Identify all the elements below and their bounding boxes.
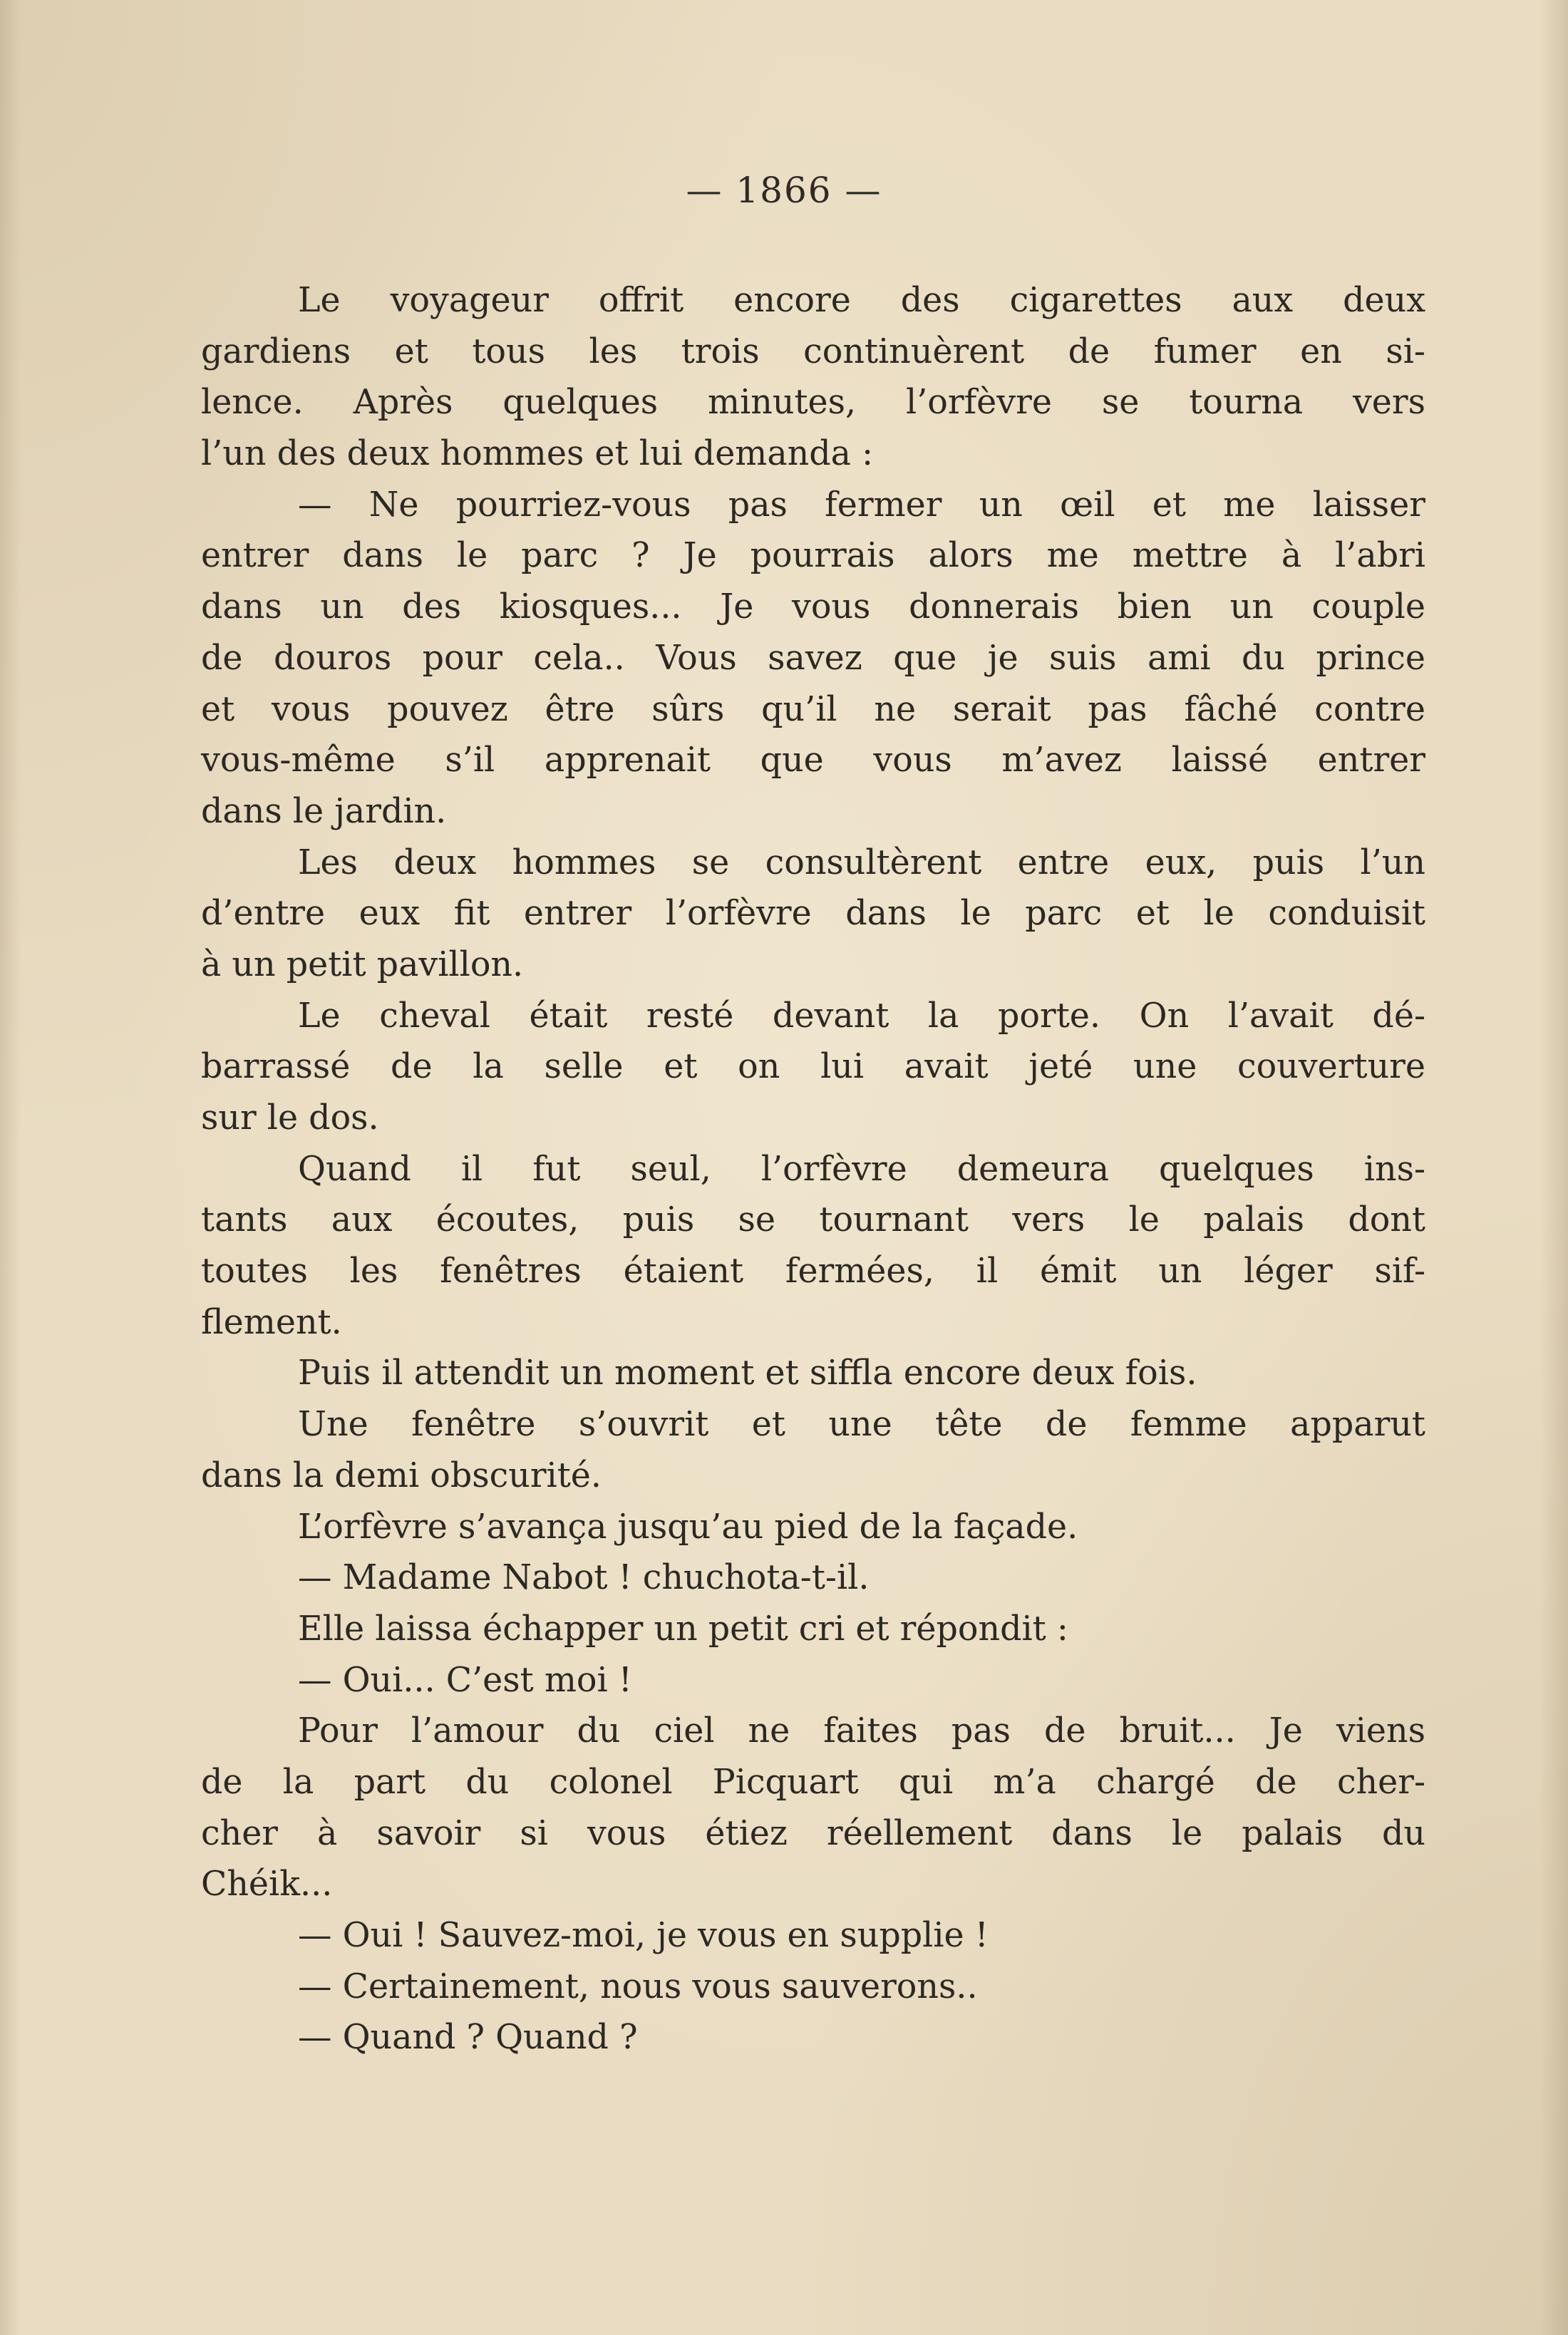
text-line: et vous pouvez être sûrs qu’il ne serait pas fâché contre: [201, 689, 1425, 729]
text-line: de douros pour cela.. Vous savez que je suis ami du prince: [201, 638, 1425, 678]
text-line: — Ne pourriez-vous pas fermer un œil et me laisser: [298, 485, 1425, 525]
text-line: gardiens et tous les trois continuèrent de fumer en si-: [201, 331, 1425, 371]
page-edge-shadow-right: [1539, 0, 1568, 2335]
text-line: entrer dans le parc ? Je pourrais alors me mettre à l’abri: [201, 536, 1425, 576]
text-line: — Quand ? Quand ?: [298, 2018, 638, 2058]
text-line: de la part du colonel Picquart qui m’a chargé de cher-: [201, 1762, 1425, 1802]
body-text: [201, 275, 1425, 2063]
text-line: L’orfèvre s’avança jusqu’au pied de la façade.: [298, 1507, 1078, 1547]
text-line: l’un des deux hommes et lui demanda :: [201, 434, 874, 474]
page-number: — 1866 —: [686, 170, 882, 211]
text-line: Une fenêtre s’ouvrit et une tête de femme apparut: [298, 1405, 1425, 1445]
text-line: à un petit pavillon.: [201, 944, 524, 984]
text-line: flement.: [201, 1302, 342, 1342]
text-line: — Oui... C’est moi !: [298, 1660, 632, 1700]
text-line: vous-même s’il apprenait que vous m’avez laissé entrer: [201, 741, 1425, 780]
text-line: Le cheval était resté devant la porte. On l’avait dé-: [298, 996, 1425, 1036]
text-line: Elle laissa échapper un petit cri et répondit :: [298, 1609, 1068, 1649]
text-line: dans la demi obscurité.: [201, 1455, 602, 1495]
page-edge-shadow-left: [0, 0, 21, 2335]
text-line: cher à savoir si vous étiez réellement dans le palais du: [201, 1813, 1425, 1853]
text-line: Chéik...: [201, 1865, 333, 1904]
text-line: d’entre eux fit entrer l’orfèvre dans le parc et le conduisit: [201, 894, 1425, 934]
text-line: — Oui ! Sauvez-moi, je vous en supplie !: [298, 1916, 989, 1955]
text-line: — Madame Nabot ! chuchota-t-il.: [298, 1558, 870, 1598]
text-line: barrassé de la selle et on lui avait jeté une couverture: [201, 1047, 1425, 1087]
text-line: Puis il attendit un moment et siffla encore deux fois.: [298, 1354, 1197, 1393]
text-line: Quand il fut seul, l’orfèvre demeura quelques ins-: [298, 1149, 1425, 1189]
text-line: Les deux hommes se consultèrent entre eux, puis l’un: [298, 842, 1425, 882]
text-line: — Certainement, nous vous sauverons..: [298, 1967, 978, 2006]
text-line: tants aux écoutes, puis se tournant vers le palais dont: [201, 1200, 1425, 1240]
text-line: toutes les fenêtres étaient fermées, il émit un léger sif-: [201, 1252, 1425, 1292]
text-line: dans le jardin.: [201, 791, 447, 831]
text-line: lence. Après quelques minutes, l’orfèvre se tourna vers: [201, 383, 1425, 423]
text-line: dans un des kiosques... Je vous donnerais bien un couple: [201, 587, 1425, 627]
text-line: sur le dos.: [201, 1098, 379, 1138]
text-line: Le voyageur offrit encore des cigarettes aux deux: [298, 281, 1425, 320]
text-line: Pour l’amour du ciel ne faites pas de bruit... Je viens: [298, 1711, 1425, 1751]
